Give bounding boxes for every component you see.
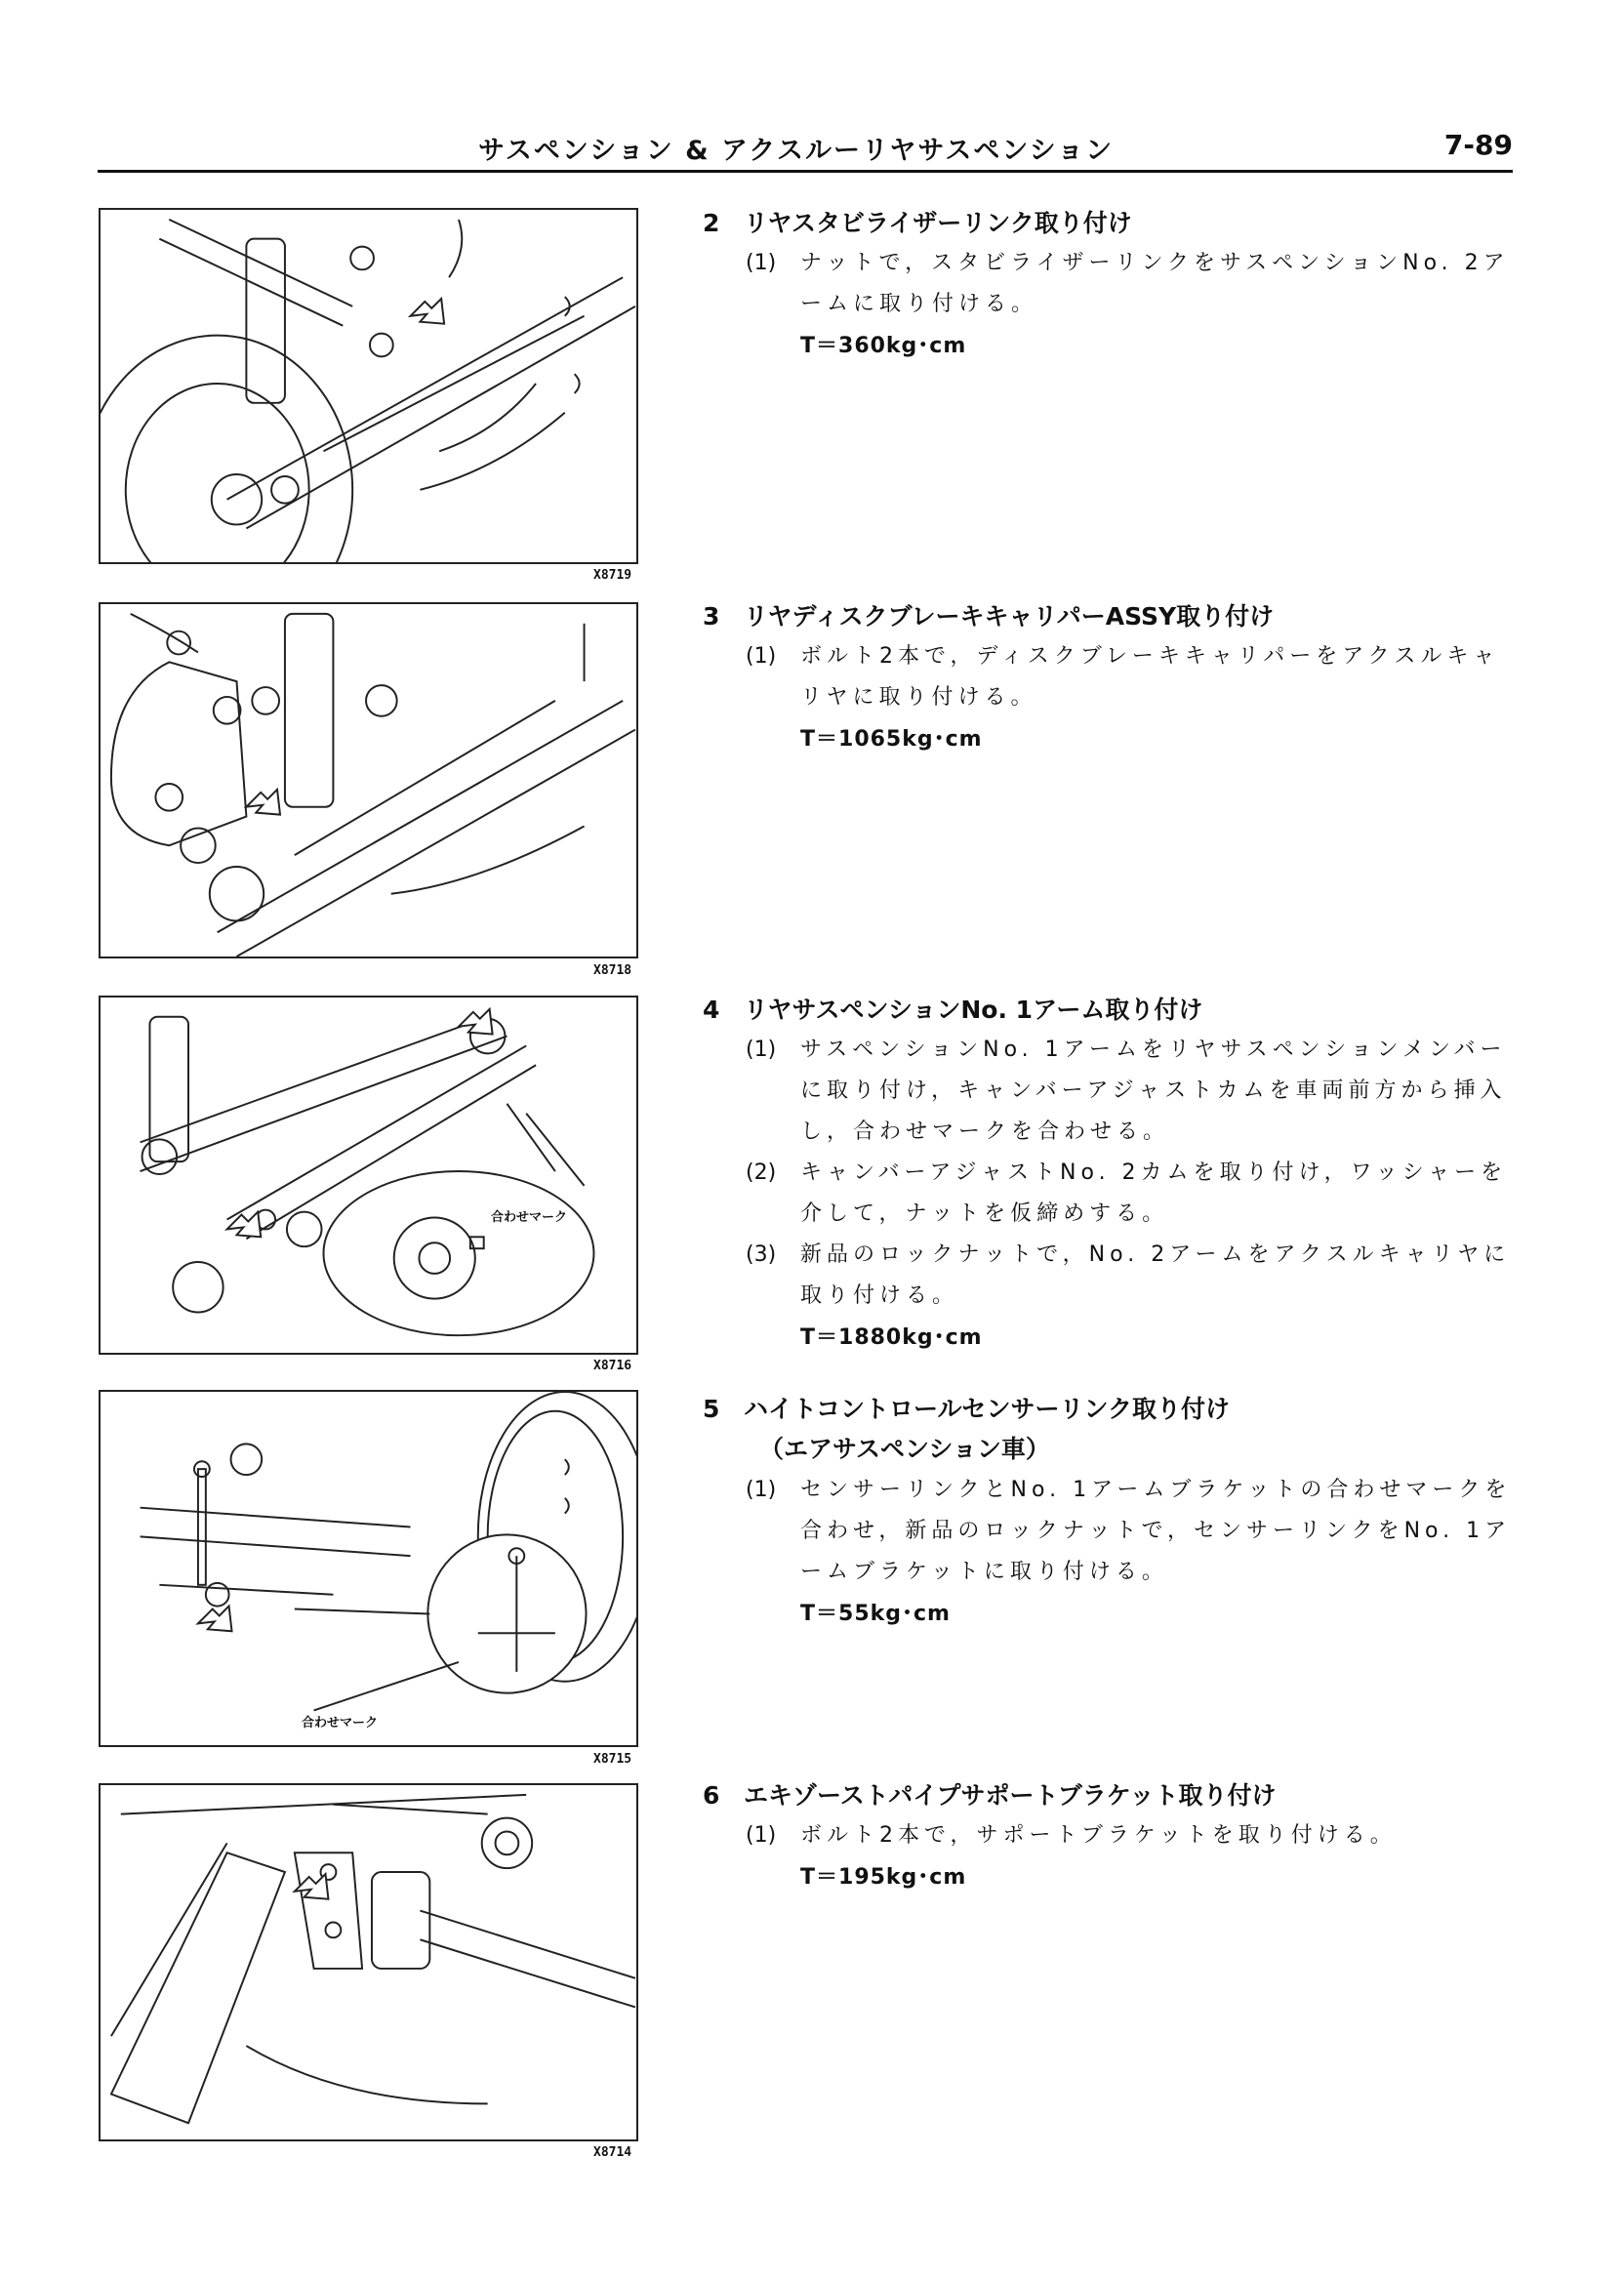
figure-stabilizer-link bbox=[99, 208, 638, 564]
torque-spec: T＝55kg･cm bbox=[800, 1602, 951, 1626]
step-title: エキゾーストパイプサポートブラケット取り付け bbox=[744, 1781, 1277, 1810]
substep bbox=[703, 1235, 1513, 1317]
procedure-step-6 bbox=[703, 1776, 1513, 1899]
procedure-step-3 bbox=[703, 597, 1513, 761]
step-number: 2 bbox=[703, 209, 720, 237]
substep-number: (3) bbox=[746, 1242, 777, 1267]
step-heading bbox=[703, 597, 1513, 636]
page-number: 7-89 bbox=[1443, 129, 1513, 161]
substep bbox=[703, 1470, 1513, 1593]
figure-code: X8716 bbox=[593, 1359, 632, 1373]
substep-number: (1) bbox=[746, 644, 777, 669]
step-heading bbox=[703, 1390, 1513, 1429]
step-title: ハイトコントロールセンサーリンク取り付け bbox=[744, 1395, 1231, 1423]
step-title: リヤサスペンションNo. 1アーム取り付け bbox=[744, 996, 1203, 1024]
substep-text: キャンバーアジャストNo. 2カムを取り付け，ワッシャーを介して，ナットを仮締めする。 bbox=[800, 1160, 1508, 1226]
substep bbox=[703, 1153, 1513, 1235]
figure-code: X8715 bbox=[593, 1752, 632, 1767]
header-rule bbox=[98, 170, 1513, 173]
step-number: 5 bbox=[703, 1395, 720, 1423]
procedure-step-4 bbox=[703, 991, 1513, 1360]
substep-text: ナットで，スタビライザーリンクをサスペンションNo. 2アームに取り付ける。 bbox=[800, 251, 1510, 316]
torque-spec: T＝360kg･cm bbox=[800, 334, 967, 358]
figure-height-sensor-link bbox=[99, 1390, 638, 1747]
substep-text: 新品のロックナットで，No. 2アームをアクスルキャリヤに取り付ける。 bbox=[800, 1242, 1511, 1308]
substep-number: (1) bbox=[746, 1038, 777, 1062]
step-heading bbox=[703, 1776, 1513, 1815]
callout-label: 合わせマーク bbox=[302, 1716, 379, 1730]
callout-label: 合わせマーク bbox=[491, 1210, 568, 1225]
figure-no1-arm bbox=[99, 996, 638, 1355]
procedure-step-2 bbox=[703, 204, 1513, 368]
step-number: 3 bbox=[703, 602, 720, 631]
step-number: 6 bbox=[703, 1781, 720, 1810]
page-header bbox=[98, 125, 1513, 174]
step-heading bbox=[703, 204, 1513, 243]
substep bbox=[703, 636, 1513, 718]
step-subtitle: （エアサスペンション車） bbox=[759, 1435, 1050, 1463]
figure-code: X8718 bbox=[593, 963, 632, 978]
figure-brake-caliper bbox=[99, 602, 638, 958]
procedure-step-5 bbox=[703, 1390, 1513, 1636]
step-title: リヤスタビライザーリンク取り付け bbox=[744, 209, 1132, 237]
substep bbox=[703, 1815, 1513, 1856]
figure-code: X8714 bbox=[593, 2145, 632, 2160]
substep-text: センサーリンクとNo. 1アームブラケットの合わせマークを合わせ，新品のロックナットで，センサーリンクをNo. 1アームブラケットに取り付ける。 bbox=[800, 1478, 1512, 1584]
figure-exhaust-bracket bbox=[99, 1783, 638, 2141]
step-heading bbox=[703, 991, 1513, 1030]
torque-spec: T＝1065kg･cm bbox=[800, 727, 983, 752]
substep-number: (1) bbox=[746, 1478, 777, 1502]
step-title: リヤディスクブレーキキャリパーASSY取り付け bbox=[744, 602, 1275, 631]
substep bbox=[703, 243, 1513, 325]
torque-spec: T＝1880kg･cm bbox=[800, 1325, 983, 1350]
figure-code: X8719 bbox=[593, 568, 632, 583]
substep-number: (2) bbox=[746, 1160, 777, 1185]
substep-number: (1) bbox=[746, 251, 777, 275]
torque-spec: T＝195kg･cm bbox=[800, 1865, 967, 1890]
substep-text: ボルト2本で，ディスクブレーキキャリパーをアクスルキャリヤに取り付ける。 bbox=[800, 644, 1500, 710]
substep bbox=[703, 1030, 1513, 1153]
substep-text: サスペンションNo. 1アームをリヤサスペンションメンバーに取り付け，キャンバーアジャストカムを車両前方から挿入し，合わせマークを合わせる。 bbox=[800, 1038, 1507, 1144]
step-number: 4 bbox=[703, 996, 720, 1024]
page-title: サスペンション & アクスルーリヤサスペンション bbox=[478, 136, 1115, 166]
substep-text: ボルト2本で，サポートブラケットを取り付ける。 bbox=[800, 1823, 1397, 1848]
substep-number: (1) bbox=[746, 1823, 777, 1848]
